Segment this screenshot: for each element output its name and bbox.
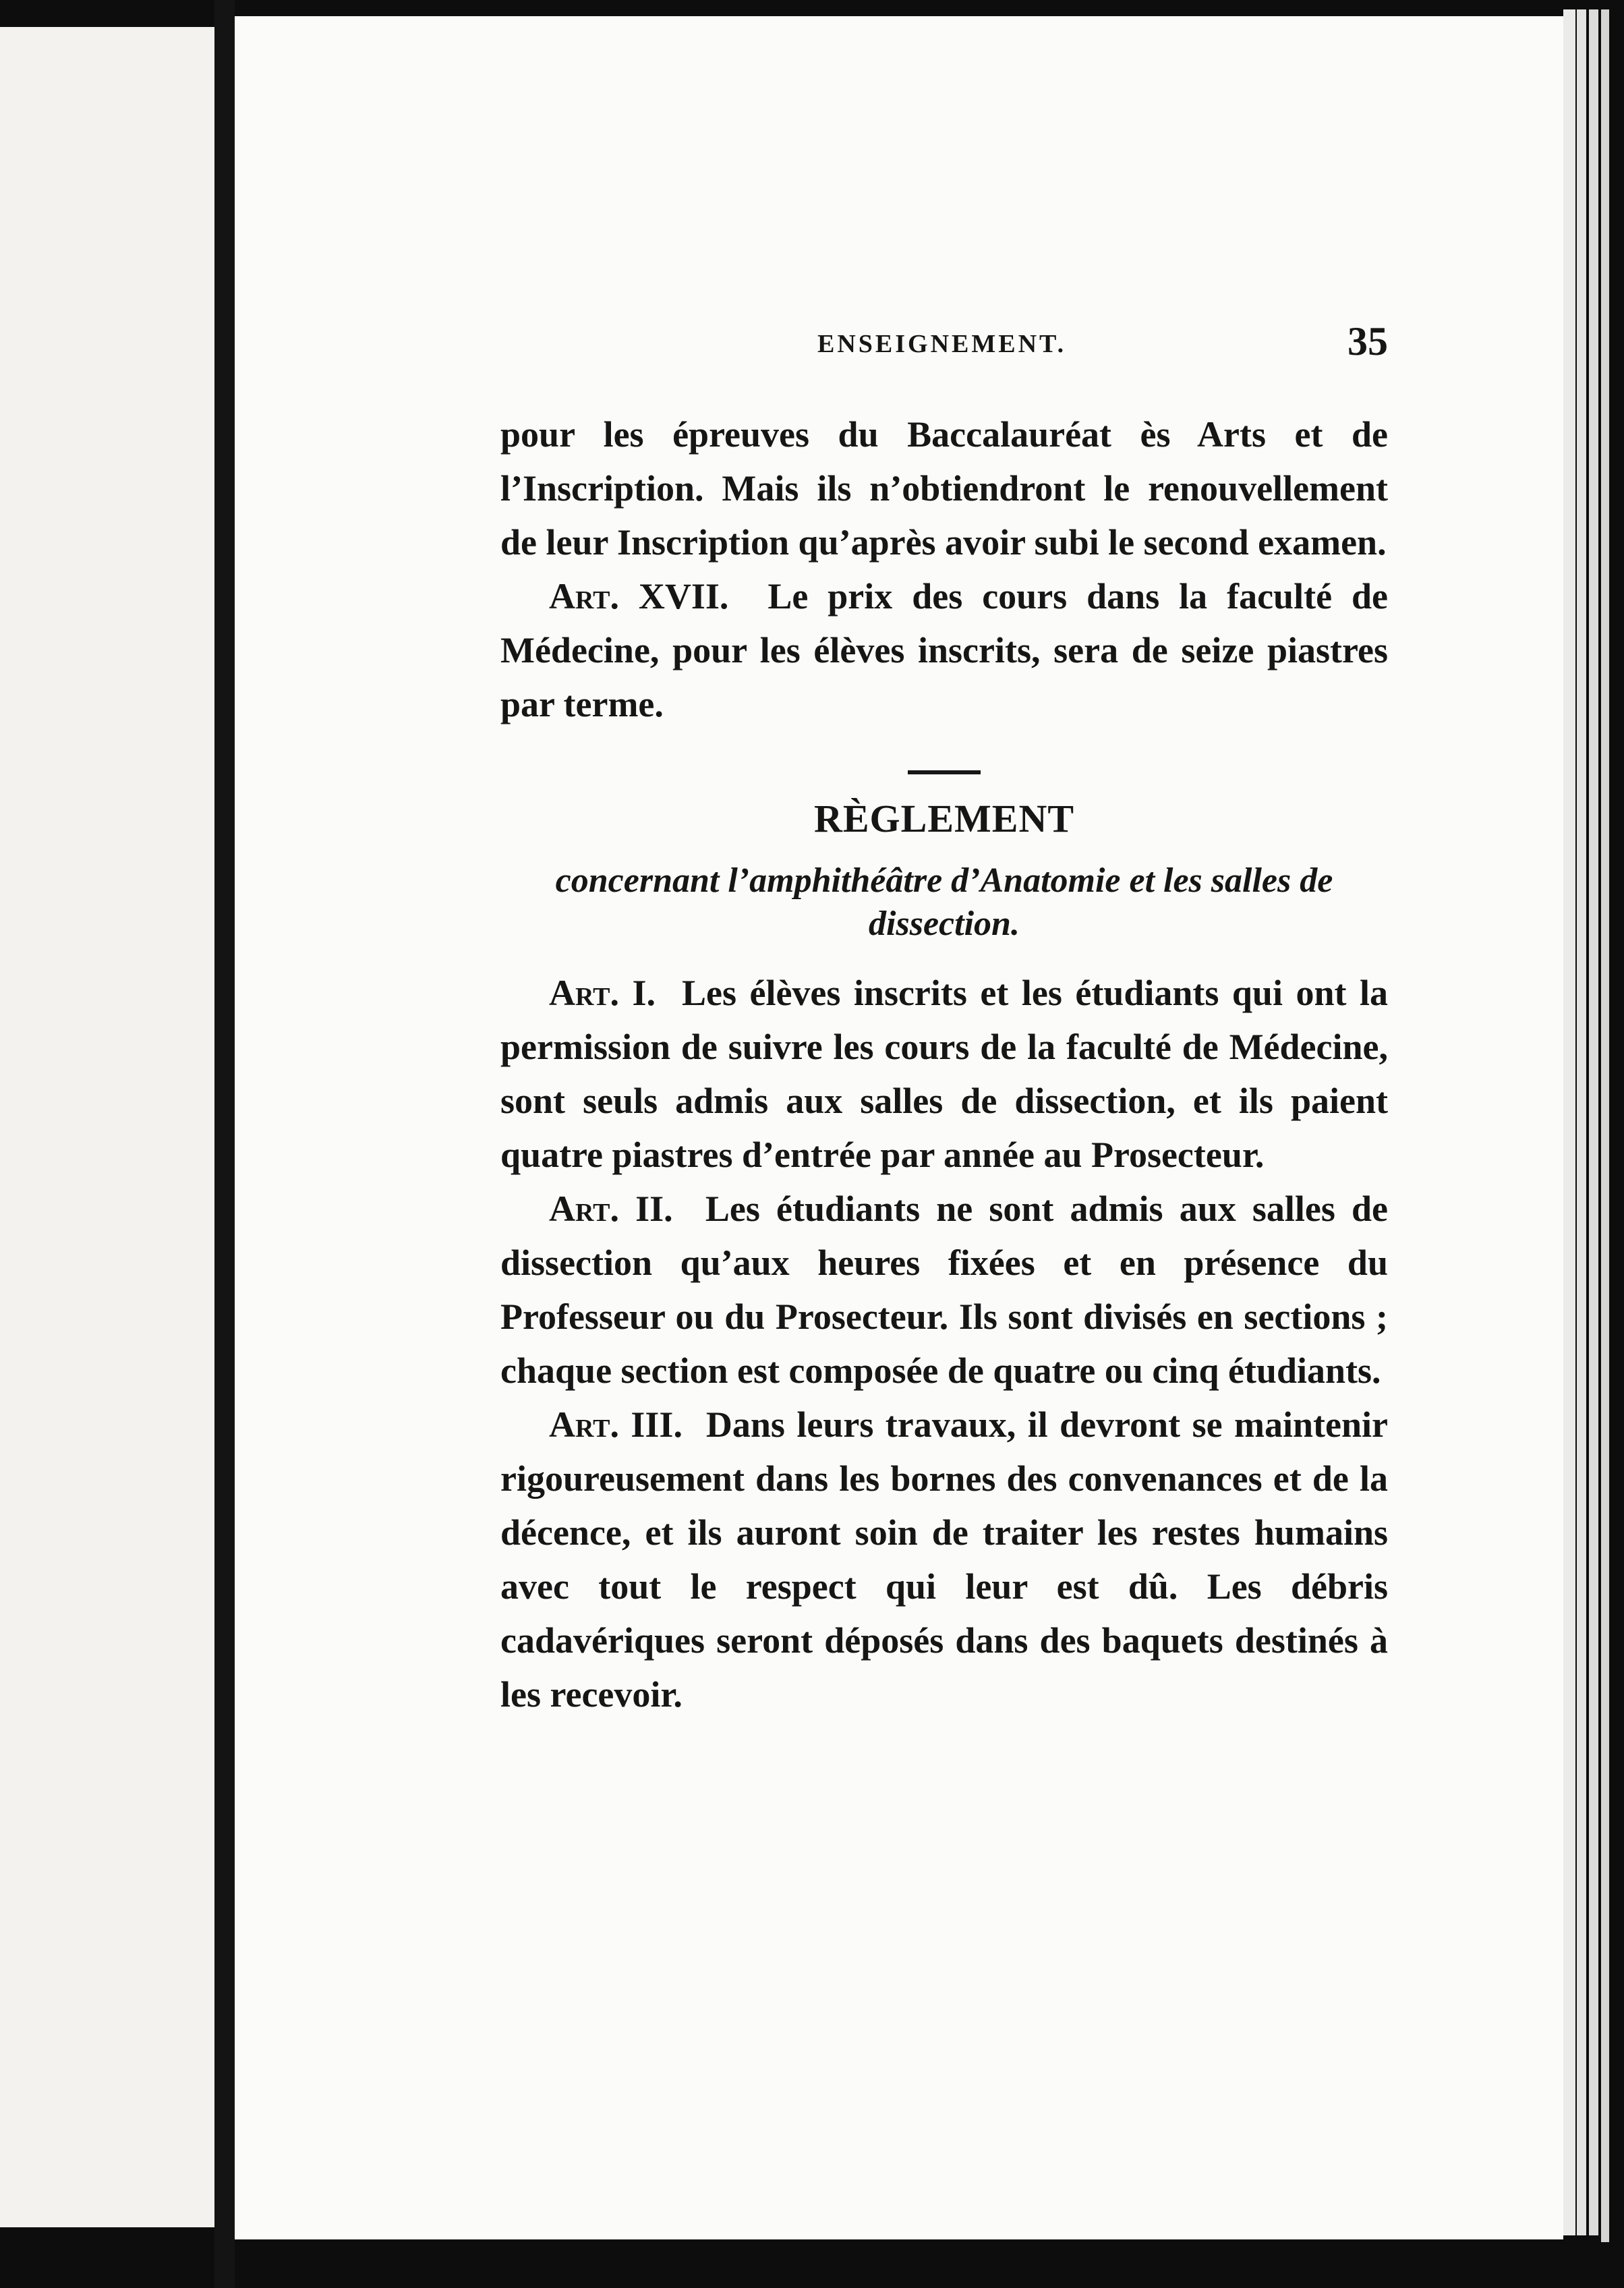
article-text: Les étudiants ne sont admis aux salles de dissection qu’aux heures fixées et en présence du Professeur ou du Prosecteur. Ils sont divisés en sections ; chaque section est composée de quatre ou cinq étudiants. bbox=[500, 1189, 1389, 1391]
page-number: 35 bbox=[1347, 319, 1388, 364]
article-label: Art. II. bbox=[549, 1189, 673, 1229]
running-head bbox=[500, 321, 1388, 364]
article-i bbox=[500, 966, 1388, 1182]
article-label: Art. III. bbox=[549, 1404, 683, 1445]
running-head-title: ENSEIGNEMENT. bbox=[817, 330, 1067, 358]
continuation-paragraph: pour les épreuves du Baccalauréat ès Arts et de l’Inscription. Mais ils n’obtiendront le renouvellement de leur Inscription qu’après avoir subi le second examen. bbox=[500, 414, 1388, 563]
article-text: Le prix des cours dans la faculté de Médecine, pour les élèves inscrits, sera de seize piastres par terme. bbox=[500, 576, 1388, 724]
article-label: Art. I. bbox=[549, 973, 656, 1013]
article-ii bbox=[500, 1182, 1388, 1398]
page-edge bbox=[1563, 9, 1575, 2235]
article-xvii bbox=[500, 569, 1388, 731]
book-gutter bbox=[214, 0, 235, 2288]
article-label: Art. XVII. bbox=[549, 576, 729, 617]
page-edge bbox=[1577, 9, 1586, 2235]
body-text bbox=[500, 407, 1388, 1721]
section-rule bbox=[908, 770, 981, 774]
facing-page-edge bbox=[0, 27, 214, 2227]
page-edge bbox=[1601, 9, 1609, 2242]
section-subtitle: concernant l’amphithéâtre d’Anatomie et les salles de dissection. bbox=[555, 861, 1333, 943]
book-page bbox=[235, 16, 1563, 2239]
section-title: RÈGLEMENT bbox=[813, 797, 1075, 840]
article-text: Dans leurs travaux, il devront se maintenir rigoureusement dans les bornes des convenances et de la décence, et ils auront soin de traiter les restes humains avec tout le respect qui leur est dû. Les débris cadavériques seront déposés dans des baquets destinés à les recevoir. bbox=[500, 1404, 1389, 1715]
article-text: Les élèves inscrits et les étudiants qui ont la permission de suivre les cours de la faculté de Médecine, sont seuls admis aux salles de dissection, et ils paient quatre piastres d’entrée par année au Prosecteur. bbox=[500, 973, 1388, 1175]
article-iii bbox=[500, 1398, 1388, 1721]
page-edge bbox=[1589, 9, 1598, 2235]
